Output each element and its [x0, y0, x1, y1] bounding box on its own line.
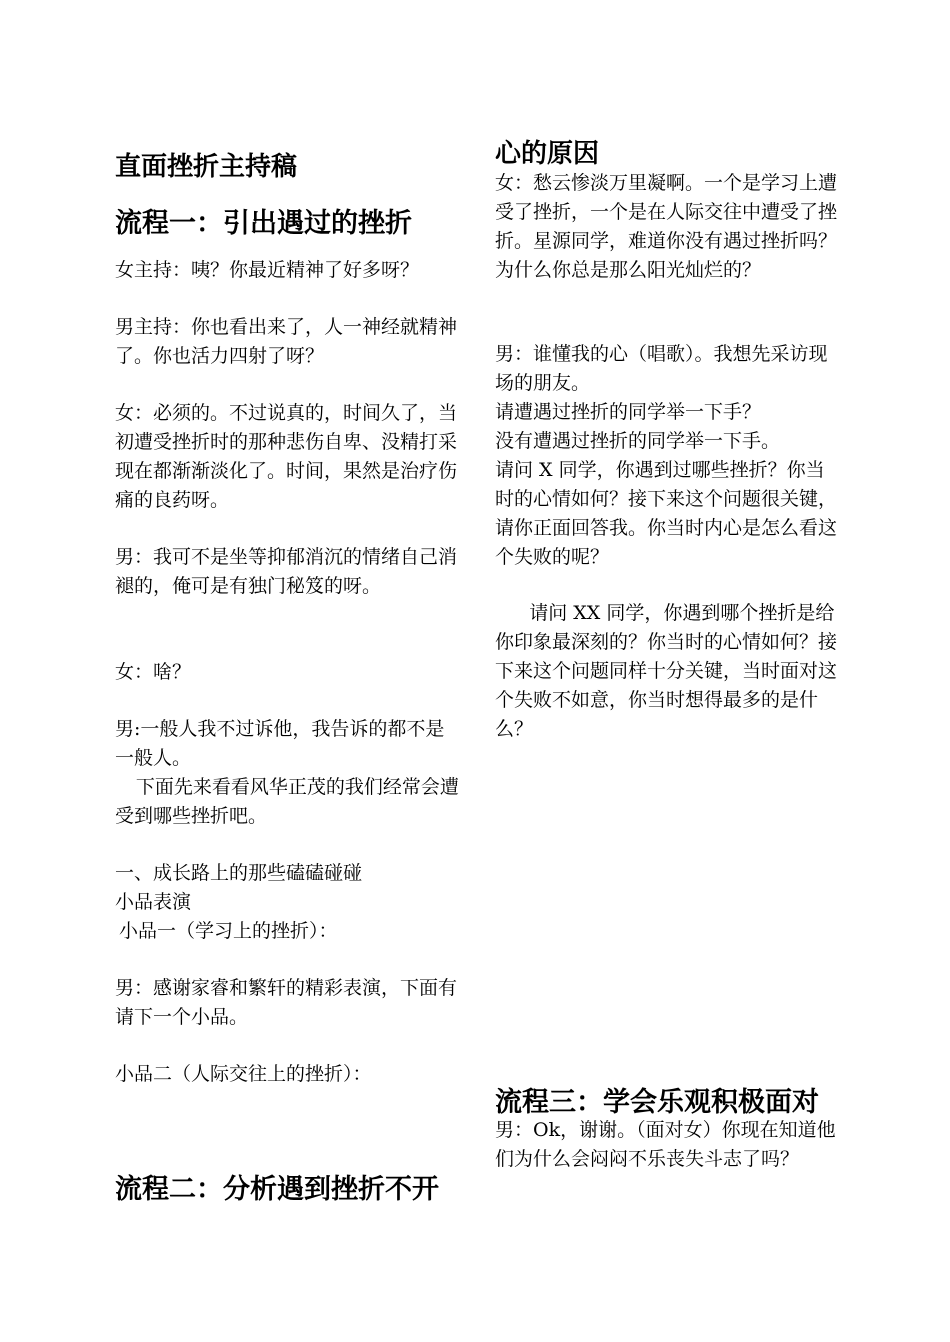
paragraph-male-ok-thanks: 男：Ok，谢谢。（面对女）你现在知道他们为什么会闷闷不乐丧失斗志了吗？ — [495, 1119, 836, 1170]
section-growth-road: 一、成长路上的那些磕磕碰碰 — [115, 862, 363, 884]
sketch-performance-label: 小品表演 — [115, 891, 192, 913]
paragraph-female-host-greeting: 女主持：咦？你最近精神了好多呀？ — [115, 259, 420, 281]
flow1-heading: 流程一：引出遇过的挫折 — [115, 208, 412, 239]
document-title: 直面挫折主持稿 — [115, 152, 298, 182]
sketch-one-label: 小品一（学习上的挫折）： — [119, 920, 338, 942]
paragraph-male-secret: 男：我可不是坐等抑郁消沉的情绪自己消褪的，俺可是有独门秘笈的呀。 — [115, 546, 458, 597]
flow2-heading-continued: 心的原因 — [495, 139, 600, 169]
paragraph-male-thanks: 男：感谢家睿和繁轩的精彩表演，下面有请下一个小品。 — [115, 977, 458, 1028]
paragraph-male-not-ordinary: 男:一般人我不过诉他，我告诉的都不是一般人。 — [115, 718, 445, 769]
paragraph-intro-frustrations: 下面先来看看风华正茂的我们经常会遭受到哪些挫折吧。 — [115, 776, 459, 827]
paragraph-question-xx: 请问 XX 同学，你遇到哪个挫折是给你印象最深刻的？你当时的心情如何？接下来这个问题同样十分关键，当时面对这个失败不如意，你当时想得最多的是什么？ — [495, 602, 838, 740]
sketch-two-label: 小品二（人际交往上的挫折）： — [115, 1063, 372, 1085]
flow2-heading: 流程二：分析遇到挫折不开 — [115, 1174, 439, 1205]
paragraph-raise-hand-no: 没有遭遇过挫折的同学举一下手。 — [495, 430, 781, 452]
paragraph-female-gloom: 女：愁云惨淡万里凝啊。一个是学习上遭受了挫折，一个是在人际交往中遭受了挫折。星源同学，难道你没有遇过挫折吗？为什么你总是那么阳光灿烂的？ — [495, 172, 838, 281]
paragraph-male-interview: 男：谁懂我的心（唱歌）。我想先采访现场的朋友。 — [495, 343, 828, 394]
paragraph-question-x: 请问 X 同学，你遇到过哪些挫折？你当时的心情如何？接下来这个问题很关键，请你正面回答我。你当时内心是怎么看这个失败的呢？ — [495, 459, 838, 568]
paragraph-female-time-heals: 女：必须的。不过说真的，时间久了，当初遭受挫折时的那种悲伤自卑、没精打采现在都渐渐淡化了。时间，果然是治疗伤痛的良药呀。 — [115, 402, 458, 511]
paragraph-female-what: 女：啥？ — [115, 661, 192, 683]
paragraph-raise-hand-yes: 请遭遇过挫折的同学举一下手？ — [495, 401, 762, 423]
flow3-heading: 流程三：学会乐观积极面对 — [495, 1087, 819, 1118]
paragraph-male-host-reply: 男主持：你也看出来了，人一神经就精神了。你也活力四射了呀？ — [115, 316, 458, 367]
